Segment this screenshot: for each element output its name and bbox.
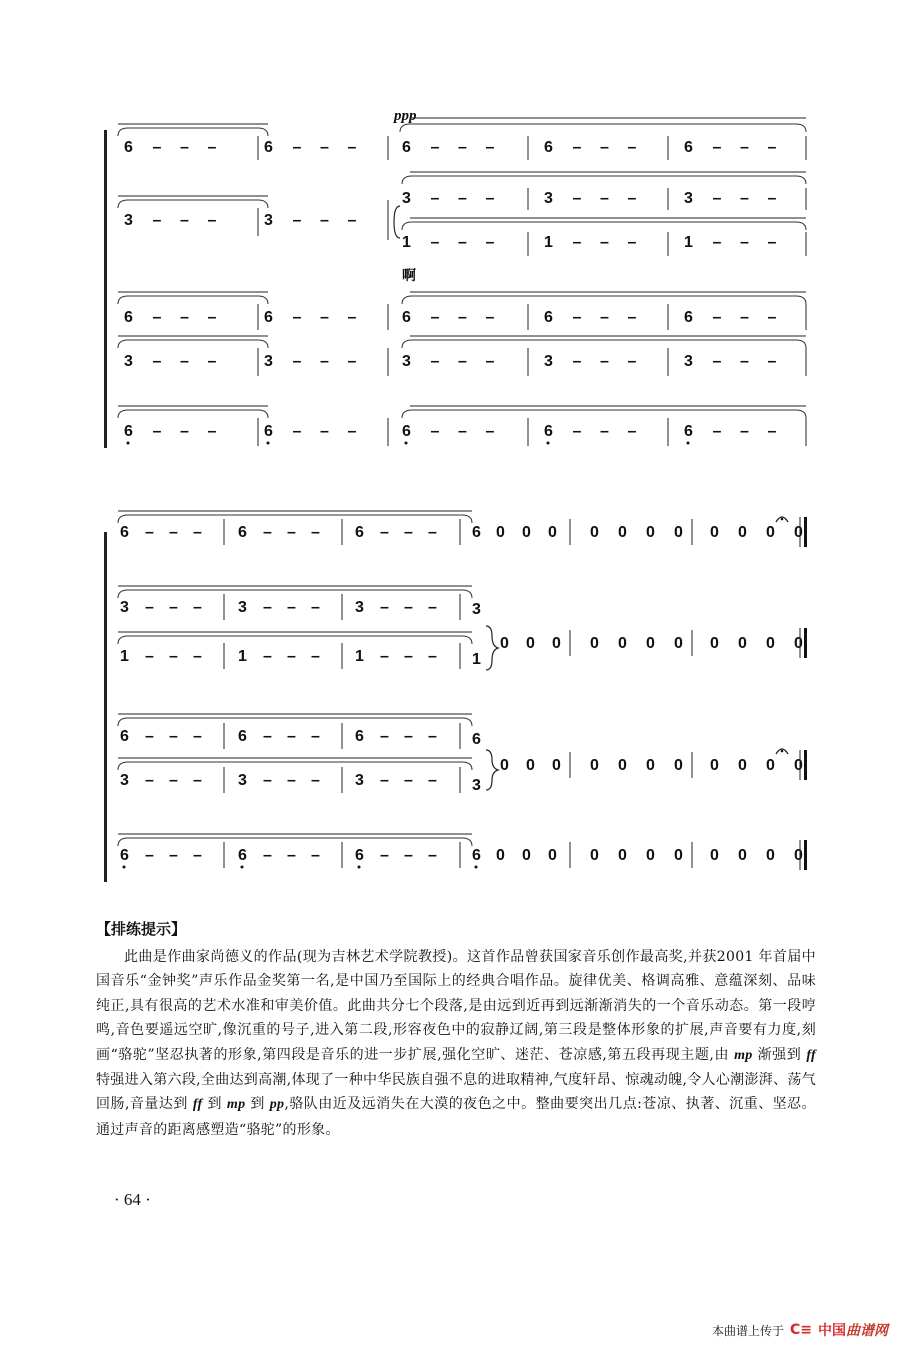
note-3: 3 <box>238 599 247 616</box>
dash-extension: – <box>311 728 320 745</box>
dash-extension: – <box>712 190 722 207</box>
tie-slur <box>118 340 268 348</box>
note-6: 6 <box>402 139 411 156</box>
note-3: 3 <box>355 772 364 789</box>
dash-extension: – <box>740 353 749 370</box>
rest-zero: 0 <box>710 524 719 541</box>
dash-extension: – <box>169 599 178 616</box>
dash-extension: – <box>263 772 272 789</box>
note-3: 3 <box>684 353 693 370</box>
dash-extension: – <box>712 139 722 156</box>
lower-octave-dot <box>123 866 126 869</box>
note-3: 3 <box>472 601 481 618</box>
note-6: 6 <box>264 309 273 326</box>
dash-extension: – <box>347 212 357 229</box>
dash-extension: – <box>712 423 722 440</box>
dash-extension: – <box>380 648 389 665</box>
dash-extension: – <box>169 648 178 665</box>
dash-extension: – <box>180 212 189 229</box>
system-bracket <box>104 532 107 882</box>
dash-extension: – <box>287 648 296 665</box>
dash-extension: – <box>485 234 495 251</box>
tie-slur <box>118 718 472 726</box>
dash-extension: – <box>287 847 296 864</box>
divisi-brace <box>486 626 498 670</box>
dash-extension: – <box>320 212 329 229</box>
note-6: 6 <box>120 847 129 864</box>
note-6: 6 <box>124 423 133 440</box>
dash-extension: – <box>572 423 582 440</box>
rest-zero: 0 <box>526 757 535 774</box>
dash-extension: – <box>627 353 637 370</box>
dash-extension: – <box>430 234 440 251</box>
dash-extension: – <box>145 847 154 864</box>
fermata-dot <box>781 518 784 521</box>
para-text: 特强进入第六段,全曲达到高潮,体现了一种中华民族自强不息的进取精神,气度轩昂、惊魂动魄,令人心潮澎湃、荡气回肠,音量达到 <box>96 1072 816 1113</box>
fermata-dot <box>781 750 784 753</box>
dash-extension: – <box>740 234 749 251</box>
divisi-brace <box>486 750 498 790</box>
dash-extension: – <box>145 648 154 665</box>
note-1: 1 <box>120 648 129 665</box>
dash-extension: – <box>600 234 609 251</box>
tie-slur <box>118 515 472 523</box>
note-1: 1 <box>238 648 247 665</box>
rest-zero: 0 <box>590 635 599 652</box>
dash-extension: – <box>404 728 413 745</box>
note-3: 3 <box>238 772 247 789</box>
note-1: 1 <box>544 234 553 251</box>
note-6: 6 <box>124 309 133 326</box>
note-6: 6 <box>472 847 481 864</box>
rest-zero: 0 <box>794 847 803 864</box>
note-3: 3 <box>264 212 273 229</box>
lower-octave-dot <box>475 866 478 869</box>
dash-extension: – <box>311 599 320 616</box>
note-3: 3 <box>120 772 129 789</box>
dash-extension: – <box>485 423 495 440</box>
lower-octave-dot <box>405 442 408 445</box>
lyric-ah: 啊 <box>402 268 416 284</box>
rehearsal-notes <box>96 918 816 1142</box>
dash-extension: – <box>428 847 437 864</box>
dash-extension: – <box>207 212 217 229</box>
note-6: 6 <box>120 728 129 745</box>
para-text: ,骆队由近及远消失在大漠的夜色之中。整曲要突出几点:苍凉、执著、沉重、坚忍。通过声音的距离感塑造“骆驼”的形象。 <box>96 1096 816 1138</box>
dash-extension: – <box>458 190 467 207</box>
dash-extension: – <box>145 524 154 541</box>
dash-extension: – <box>207 353 217 370</box>
lower-octave-dot <box>267 442 270 445</box>
dash-extension: – <box>180 139 189 156</box>
dash-extension: – <box>380 847 389 864</box>
dash-extension: – <box>740 423 749 440</box>
final-barline <box>804 750 807 780</box>
dash-extension: – <box>292 423 302 440</box>
rest-zero: 0 <box>590 524 599 541</box>
rest-zero: 0 <box>738 524 747 541</box>
dash-extension: – <box>193 599 202 616</box>
lower-octave-dot <box>547 442 550 445</box>
rest-zero: 0 <box>496 847 505 864</box>
note-6: 6 <box>355 847 364 864</box>
dynamic-ff: ff <box>806 1047 816 1063</box>
dash-extension: – <box>767 139 777 156</box>
dash-extension: – <box>152 423 162 440</box>
rest-zero: 0 <box>522 847 531 864</box>
dash-extension: – <box>767 353 777 370</box>
dash-extension: – <box>263 847 272 864</box>
dash-extension: – <box>485 309 495 326</box>
dash-extension: – <box>292 212 302 229</box>
dash-extension: – <box>263 648 272 665</box>
dash-extension: – <box>347 139 357 156</box>
dash-extension: – <box>152 353 162 370</box>
rest-zero: 0 <box>674 635 683 652</box>
dash-extension: – <box>180 353 189 370</box>
dynamic-pp: pp <box>269 1097 285 1113</box>
note-3: 3 <box>355 599 364 616</box>
final-barline <box>804 840 807 870</box>
dash-extension: – <box>458 353 467 370</box>
rest-zero: 0 <box>794 635 803 652</box>
rest-zero: 0 <box>646 524 655 541</box>
note-1: 1 <box>472 651 481 668</box>
note-6: 6 <box>238 847 247 864</box>
tie-slur <box>402 176 806 184</box>
dash-extension: – <box>458 234 467 251</box>
note-3: 3 <box>684 190 693 207</box>
rest-zero: 0 <box>710 757 719 774</box>
dash-extension: – <box>145 728 154 745</box>
rest-zero: 0 <box>552 757 561 774</box>
dash-extension: – <box>169 524 178 541</box>
lower-octave-dot <box>127 442 130 445</box>
dynamic-ppp: ppp <box>394 108 417 124</box>
dash-extension: – <box>404 524 413 541</box>
tie-slur <box>402 340 806 348</box>
dash-extension: – <box>600 309 609 326</box>
tie-slur <box>118 636 472 644</box>
dash-extension: – <box>152 139 162 156</box>
dash-extension: – <box>404 648 413 665</box>
dynamic-ff: ff <box>192 1097 203 1113</box>
dash-extension: – <box>458 423 467 440</box>
dash-extension: – <box>311 524 320 541</box>
dynamic-mp: mp <box>734 1047 753 1063</box>
dash-extension: – <box>712 309 722 326</box>
tie-slur <box>118 838 472 846</box>
rest-zero: 0 <box>738 757 747 774</box>
note-3: 3 <box>402 190 411 207</box>
site-logo-icon: C≡ <box>789 1322 812 1338</box>
rest-zero: 0 <box>548 847 557 864</box>
dash-extension: – <box>485 353 495 370</box>
tie-slur <box>400 124 806 132</box>
rest-zero: 0 <box>710 635 719 652</box>
note-6: 6 <box>402 423 411 440</box>
lower-octave-dot <box>358 866 361 869</box>
rest-zero: 0 <box>526 635 535 652</box>
dash-extension: – <box>180 309 189 326</box>
dash-extension: – <box>572 309 582 326</box>
rest-zero: 0 <box>766 757 775 774</box>
dash-extension: – <box>180 423 189 440</box>
dash-extension: – <box>627 190 637 207</box>
dash-extension: – <box>320 309 329 326</box>
dash-extension: – <box>292 139 302 156</box>
dash-extension: – <box>627 309 637 326</box>
dash-extension: – <box>767 234 777 251</box>
dash-extension: – <box>428 772 437 789</box>
dash-extension: – <box>458 309 467 326</box>
rest-zero: 0 <box>766 847 775 864</box>
note-6: 6 <box>238 524 247 541</box>
dash-extension: – <box>193 728 202 745</box>
dash-extension: – <box>193 524 202 541</box>
final-barline <box>804 517 807 547</box>
dash-extension: – <box>404 772 413 789</box>
dash-extension: – <box>767 309 777 326</box>
note-6: 6 <box>544 139 553 156</box>
dash-extension: – <box>458 139 467 156</box>
dash-extension: – <box>311 772 320 789</box>
dash-extension: – <box>627 139 637 156</box>
rest-zero: 0 <box>674 524 683 541</box>
dash-extension: – <box>347 423 357 440</box>
footer-text: 本曲谱上传于 <box>711 1323 784 1338</box>
note-3: 3 <box>544 190 553 207</box>
note-1: 1 <box>684 234 693 251</box>
dash-extension: – <box>404 599 413 616</box>
dash-extension: – <box>600 423 609 440</box>
rest-zero: 0 <box>766 635 775 652</box>
para-text: 到 <box>202 1096 227 1113</box>
dash-extension: – <box>263 524 272 541</box>
note-6: 6 <box>264 139 273 156</box>
dash-extension: – <box>152 212 162 229</box>
dash-extension: – <box>207 423 217 440</box>
dash-extension: – <box>430 139 440 156</box>
note-3: 3 <box>472 777 481 794</box>
note-6: 6 <box>472 524 481 541</box>
dash-extension: – <box>740 190 749 207</box>
note-3: 3 <box>120 599 129 616</box>
note-6: 6 <box>402 309 411 326</box>
note-3: 3 <box>124 212 133 229</box>
para-text: 此曲是作曲家尚德义的作品(现为吉林艺术学院教授)。这首作品曾获国家音乐创作最高奖,并获2001 年首届中国音乐“金钟奖”声乐作品金奖第一名,是中国乃至国际上的经典合唱作品。旋律优美、格调高雅、意蕴深刻、品味纯正,具有很高的艺术水准和审美价值。此曲共分七个段落,是由远到近再到远渐渐消失的一个音乐动态。第一段哼鸣,音色要遥远空旷,像沉重的号子,进入第二段,形容夜色中的寂静辽阔,第三段是整体形象的扩展,声音要有力度,刻画“骆驼”坚忍执著的形象,第四段是音乐的进一步扩展,强化空旷、迷茫、苍凉感,第五段再现主题,由 <box>96 949 816 1063</box>
note-3: 3 <box>544 353 553 370</box>
dash-extension: – <box>311 648 320 665</box>
dash-extension: – <box>320 353 329 370</box>
rest-zero: 0 <box>794 524 803 541</box>
dash-extension: – <box>152 309 162 326</box>
dash-extension: – <box>292 353 302 370</box>
rest-zero: 0 <box>646 847 655 864</box>
dash-extension: – <box>572 139 582 156</box>
rest-zero: 0 <box>618 847 627 864</box>
rest-zero: 0 <box>496 524 505 541</box>
rest-zero: 0 <box>618 757 627 774</box>
dash-extension: – <box>320 423 329 440</box>
dash-extension: – <box>428 648 437 665</box>
dash-extension: – <box>740 309 749 326</box>
dash-extension: – <box>600 353 609 370</box>
dash-extension: – <box>404 847 413 864</box>
rest-zero: 0 <box>590 757 599 774</box>
tie-slur <box>402 296 806 304</box>
dash-extension: – <box>380 728 389 745</box>
dash-extension: – <box>311 847 320 864</box>
rest-zero: 0 <box>794 757 803 774</box>
dash-extension: – <box>572 190 582 207</box>
divisi-brace <box>394 206 400 238</box>
dash-extension: – <box>292 309 302 326</box>
dash-extension: – <box>430 353 440 370</box>
dash-extension: – <box>740 139 749 156</box>
rest-zero: 0 <box>500 635 509 652</box>
rest-zero: 0 <box>766 524 775 541</box>
note-6: 6 <box>120 524 129 541</box>
dash-extension: – <box>712 234 722 251</box>
dash-extension: – <box>430 309 440 326</box>
tie-slur <box>118 128 268 136</box>
note-6: 6 <box>355 728 364 745</box>
dash-extension: – <box>380 524 389 541</box>
note-6: 6 <box>238 728 247 745</box>
note-6: 6 <box>472 731 481 748</box>
dash-extension: – <box>485 139 495 156</box>
footer-watermark[interactable] <box>712 1320 888 1340</box>
note-6: 6 <box>264 423 273 440</box>
dash-extension: – <box>485 190 495 207</box>
note-6: 6 <box>684 423 693 440</box>
rest-zero: 0 <box>522 524 531 541</box>
dash-extension: – <box>572 234 582 251</box>
dash-extension: – <box>145 772 154 789</box>
tie-slur <box>118 410 268 418</box>
dash-extension: – <box>287 728 296 745</box>
rest-zero: 0 <box>618 635 627 652</box>
dash-extension: – <box>169 847 178 864</box>
rest-zero: 0 <box>674 757 683 774</box>
dash-extension: – <box>287 599 296 616</box>
tie-slur <box>118 762 472 770</box>
lower-octave-dot <box>241 866 244 869</box>
note-6: 6 <box>544 309 553 326</box>
rehearsal-notes-title: 【排练提示】 <box>96 920 187 938</box>
tie-slur <box>118 200 268 208</box>
dash-extension: – <box>428 524 437 541</box>
rest-zero: 0 <box>548 524 557 541</box>
rest-zero: 0 <box>552 635 561 652</box>
note-1: 1 <box>402 234 411 251</box>
dash-extension: – <box>627 234 637 251</box>
dash-extension: – <box>600 139 609 156</box>
dash-extension: – <box>320 139 329 156</box>
para-text: 渐强到 <box>752 1046 807 1063</box>
dash-extension: – <box>347 353 357 370</box>
dash-extension: – <box>347 309 357 326</box>
rest-zero: 0 <box>738 635 747 652</box>
dash-extension: – <box>380 772 389 789</box>
system-bracket <box>104 130 107 448</box>
note-1: 1 <box>355 648 364 665</box>
rest-zero: 0 <box>618 524 627 541</box>
dash-extension: – <box>207 309 217 326</box>
dash-extension: – <box>263 728 272 745</box>
note-6: 6 <box>544 423 553 440</box>
note-6: 6 <box>124 139 133 156</box>
dash-extension: – <box>287 524 296 541</box>
final-barline <box>804 628 807 658</box>
site-brand-b: 曲谱网 <box>846 1323 888 1339</box>
dash-extension: – <box>430 190 440 207</box>
tie-slur <box>402 222 806 230</box>
note-3: 3 <box>402 353 411 370</box>
dash-extension: – <box>380 599 389 616</box>
page-number: · 64 · <box>114 1190 151 1209</box>
dash-extension: – <box>193 648 202 665</box>
rest-zero: 0 <box>674 847 683 864</box>
dash-extension: – <box>572 353 582 370</box>
rest-zero: 0 <box>738 847 747 864</box>
dash-extension: – <box>428 599 437 616</box>
tie-slur <box>118 296 268 304</box>
dash-extension: – <box>193 847 202 864</box>
dash-extension: – <box>263 599 272 616</box>
dash-extension: – <box>600 190 609 207</box>
note-6: 6 <box>355 524 364 541</box>
dash-extension: – <box>712 353 722 370</box>
rehearsal-notes-paragraph <box>96 945 816 1142</box>
dash-extension: – <box>767 423 777 440</box>
dash-extension: – <box>169 772 178 789</box>
note-6: 6 <box>684 309 693 326</box>
note-6: 6 <box>684 139 693 156</box>
para-text: 到 <box>245 1096 270 1113</box>
dash-extension: – <box>287 772 296 789</box>
note-3: 3 <box>264 353 273 370</box>
dash-extension: – <box>627 423 637 440</box>
dash-extension: – <box>169 728 178 745</box>
dynamic-mp: mp <box>226 1097 246 1113</box>
site-brand-a: 中国 <box>818 1323 846 1339</box>
rest-zero: 0 <box>646 757 655 774</box>
dash-extension: – <box>145 599 154 616</box>
rest-zero: 0 <box>710 847 719 864</box>
tie-slur <box>402 410 806 418</box>
dash-extension: – <box>193 772 202 789</box>
note-3: 3 <box>124 353 133 370</box>
dash-extension: – <box>430 423 440 440</box>
dash-extension: – <box>207 139 217 156</box>
rest-zero: 0 <box>646 635 655 652</box>
dash-extension: – <box>767 190 777 207</box>
rest-zero: 0 <box>500 757 509 774</box>
rest-zero: 0 <box>590 847 599 864</box>
tie-slur <box>118 590 472 598</box>
dash-extension: – <box>428 728 437 745</box>
lower-octave-dot <box>687 442 690 445</box>
